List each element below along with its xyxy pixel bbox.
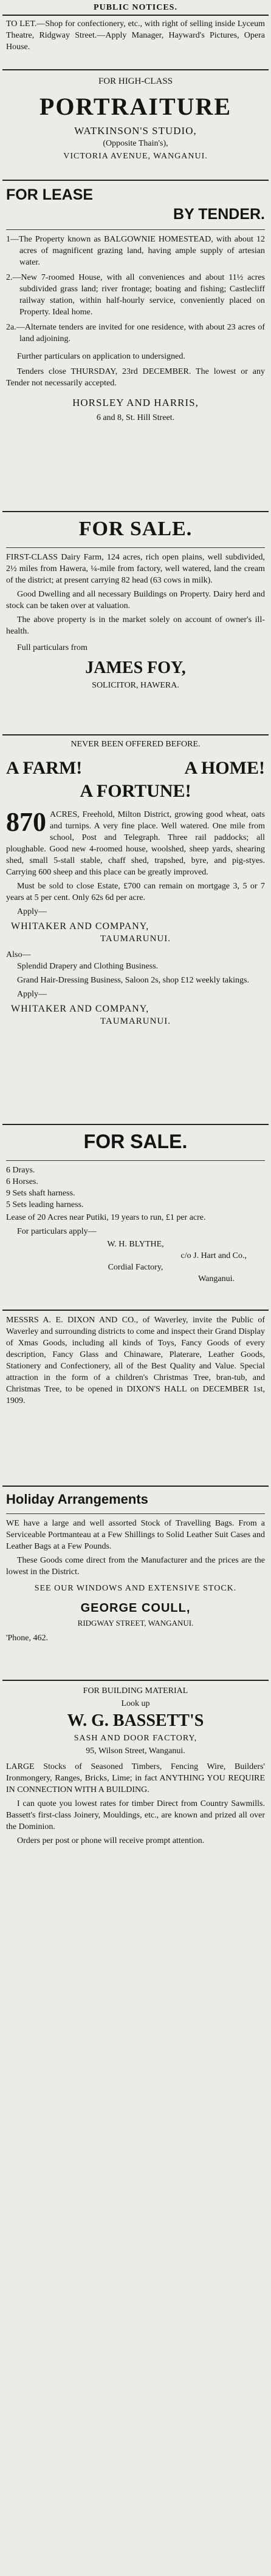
- divider: [2, 511, 269, 512]
- studio-name: WATKINSON'S STUDIO,: [74, 125, 197, 137]
- bassett-name: W. G. BASSETT'S: [67, 1711, 204, 1730]
- ad-headline: FOR SALE.: [78, 518, 193, 540]
- ad-kicker: FOR BUILDING MATERIAL: [83, 1686, 188, 1695]
- section-header: [6, 1, 265, 14]
- divider: [2, 15, 269, 16]
- ad-headline-right: BY TENDER.: [173, 206, 265, 223]
- drays-item: 9 Sets shaft harness.: [6, 1189, 75, 1198]
- ad-lease: [6, 186, 265, 424]
- ad-headline: FOR SALE.: [83, 1131, 188, 1152]
- ad-to-let: [6, 18, 265, 53]
- fortune-grand: Grand Hair-Dressing Business, Saloon 2s, shop £12 weekly takings.: [17, 976, 249, 985]
- fortune-agent: WHITAKER AND COMPANY,: [11, 921, 149, 931]
- fortune-agent-town: TAUMARUNUI.: [100, 934, 171, 944]
- ad-headline: Holiday Arrangements: [6, 1492, 148, 1507]
- section-title: PUBLIC NOTICES.: [94, 3, 177, 12]
- drays-item: 6 Drays.: [6, 1166, 35, 1175]
- divider: [2, 1124, 269, 1125]
- dairy-agent-title: SOLICITOR, HAWERA.: [92, 681, 179, 690]
- fortune-line1-left: A FARM!: [6, 758, 83, 778]
- holiday-body: WE have a large and well assorted Stock of Travelling Bags. From a Serviceable Portmanteau at a Few Shillings to Solid Leather Suit Cases and Leather Bags at a Few Pounds.: [6, 1519, 265, 1551]
- ad-bassett: [6, 1685, 265, 1847]
- dairy-body-3: The above property is in the market solely on account of owner's ill-health.: [6, 615, 265, 636]
- divider: [2, 1310, 269, 1311]
- fortune-line1-right: A HOME!: [184, 758, 265, 778]
- bassett-firm: SASH AND DOOR FACTORY,: [74, 1734, 197, 1743]
- dairy-body-2: Good Dwelling and all necessary Buildings on Property. Dairy herd and stock can be taken over at valuation.: [6, 590, 265, 610]
- lease-item-2: 2.—New 7-roomed House, with all conveniences and about 11½ acres subdivided grass land; river frontage; boating and fishing; Castlecliff railway station, within half-hourly service, conveniently placed on Property. Ideal home.: [6, 273, 265, 317]
- divider: [2, 180, 269, 181]
- ad-farm-home-fortune: [6, 738, 265, 1028]
- lease-tenders: Tenders close THURSDAY, 23rd DECEMBER. The lowest or any Tender not necessarily accepted.: [6, 367, 265, 388]
- bassett-body: LARGE Stocks of Seasoned Timbers, Fencing Wire, Builders' Ironmongery, Ranges, Bricks, Lime; in fact ANYTHING YOU REQUIRE IN CONNECTION WITH A BUILDING.: [6, 1762, 265, 1794]
- fortune-agent-2: WHITAKER AND COMPANY,: [11, 1004, 149, 1014]
- ad-kicker: NEVER BEEN OFFERED BEFORE.: [70, 740, 201, 749]
- fortune-apply-2: Apply—: [17, 990, 47, 999]
- fortune-body: ACRES, Freehold, Milton District, growing good wheat, oats and turnips. A very fine place. Well watered. One mile from school, Post and Telegraph. Three rail paddocks; all ploughable. Good new 4-roomed house, woolshed, sheep yards, shearing shed, small 5-stall stable, chaff shed, trapshed, byre, and pig-styes. Carrying 600 sheep and this place can be greatly improved.: [6, 810, 265, 877]
- ad-portraiture: [6, 75, 265, 163]
- divider: [2, 69, 269, 70]
- drays-contact-town: Wanganui.: [198, 1274, 235, 1283]
- ad-to-let-text: TO LET.—Shop for confectionery, etc., with right of selling inside Lyceum Theatre, Ridgway Street.—Apply Manager, Hayward's Pictures, Opera House.: [6, 19, 265, 52]
- fortune-lead-number: 870: [6, 807, 46, 837]
- bassett-look: Look up: [121, 1699, 150, 1708]
- drays-lease: Lease of 20 Acres near Putiki, 19 years to run, £1 per acre.: [6, 1213, 206, 1222]
- lease-agent: HORSLEY AND HARRIS,: [72, 397, 199, 408]
- dairy-body: FIRST-CLASS Dairy Farm, 124 acres, rich open plains, well subdivided, 2½ miles from Hawera, ¼-mile from factory, well watered, land the cream of the district; at present carrying 82 head (63 cows in milk).: [6, 553, 265, 585]
- dairy-contact: Full particulars from: [17, 643, 87, 652]
- studio-opposite: (Opposite Thain's),: [103, 139, 168, 148]
- drays-item: 6 Horses.: [6, 1177, 38, 1186]
- holiday-name: GEORGE COULL,: [80, 1601, 191, 1615]
- divider: [2, 1680, 269, 1681]
- holiday-address: RIDGWAY STREET, WANGANUI.: [77, 1618, 194, 1628]
- ad-headline: PORTRAITURE: [39, 93, 232, 120]
- fortune-agent-2-town: TAUMARUNUI.: [100, 1016, 171, 1026]
- dairy-agent: JAMES FOY,: [85, 658, 186, 677]
- dixon-body: MESSRS A. E. DIXON AND CO., of Waverley, invite the Public of Waverley and surrounding districts to come and inspect their Grand Display of Xmas Goods, including all kinds of Toys, Fancy Goods of every description, Fancy Glass and Chinaware, Platerare, Leather Goods, Stationery and Confectionery, all of the Best Quality and Value. Special attraction in the form of a children's Christmas Tree, bran-tub, and Christmas Tree, to be opened in DIXON'S HALL on DECEMBER 1st, 1909.: [6, 1316, 265, 1405]
- drays-apply: For particulars apply—: [17, 1227, 97, 1236]
- lease-further: Further particulars on application to undersigned.: [17, 352, 185, 361]
- ad-headline-left: FOR LEASE: [6, 186, 94, 203]
- divider: [2, 1486, 269, 1487]
- ad-holiday: [6, 1490, 265, 1645]
- ad-kicker: FOR HIGH-CLASS: [98, 76, 173, 86]
- bassett-body-3: Orders per post or phone will receive prompt attention.: [17, 1836, 205, 1845]
- drays-contact-care: c/o J. Hart and Co.,: [180, 1251, 247, 1260]
- bassett-body-2: I can quote you lowest rates for timber Direct from Country Sawmills. Bassett's first-class Joinery, Mouldings, etc., are known and prized all over the Dominion.: [6, 1799, 265, 1831]
- divider: [2, 734, 269, 735]
- lease-item-1: 1—The Property known as BALGOWNIE HOMESTEAD, with about 12 acres of magnificent grazing land, having ample supply of artesian water.: [6, 235, 265, 267]
- bassett-address: 95, Wilson Street, Wanganui.: [86, 1746, 185, 1756]
- drays-contact-name: W. H. BLYTHE,: [107, 1240, 164, 1249]
- fortune-apply: Apply—: [17, 907, 47, 916]
- holiday-body-2: These Goods come direct from the Manufacturer and the prices are the lowest in the District.: [6, 1556, 265, 1577]
- fortune-line2: A FORTUNE!: [80, 781, 191, 801]
- lease-agent-address: 6 and 8, St. Hill Street.: [96, 413, 175, 422]
- ad-for-sale-dairy: [6, 516, 265, 692]
- studio-address: VICTORIA AVENUE, WANGANUI.: [63, 152, 208, 161]
- ad-dixon: [6, 1314, 265, 1407]
- fortune-also: Also—: [6, 950, 31, 959]
- lease-item-2a: 2a.—Alternate tenders are invited for one residence, with about 23 acres of land adjoining.: [6, 323, 265, 343]
- holiday-see: SEE OUR WINDOWS AND EXTENSIVE STOCK.: [34, 1584, 237, 1593]
- ad-for-sale-drays: [6, 1129, 265, 1285]
- fortune-also-body: Splendid Drapery and Clothing Business.: [17, 962, 159, 971]
- drays-contact-works: Cordial Factory,: [108, 1263, 163, 1272]
- drays-item: 5 Sets leading harness.: [6, 1200, 84, 1209]
- fortune-body-2: Must be sold to close Estate, £700 can remain on mortgage 3, 5 or 7 years at 5 per cent. Only 62s 6d per acre.: [6, 882, 265, 902]
- holiday-phone: 'Phone, 462.: [6, 1634, 49, 1643]
